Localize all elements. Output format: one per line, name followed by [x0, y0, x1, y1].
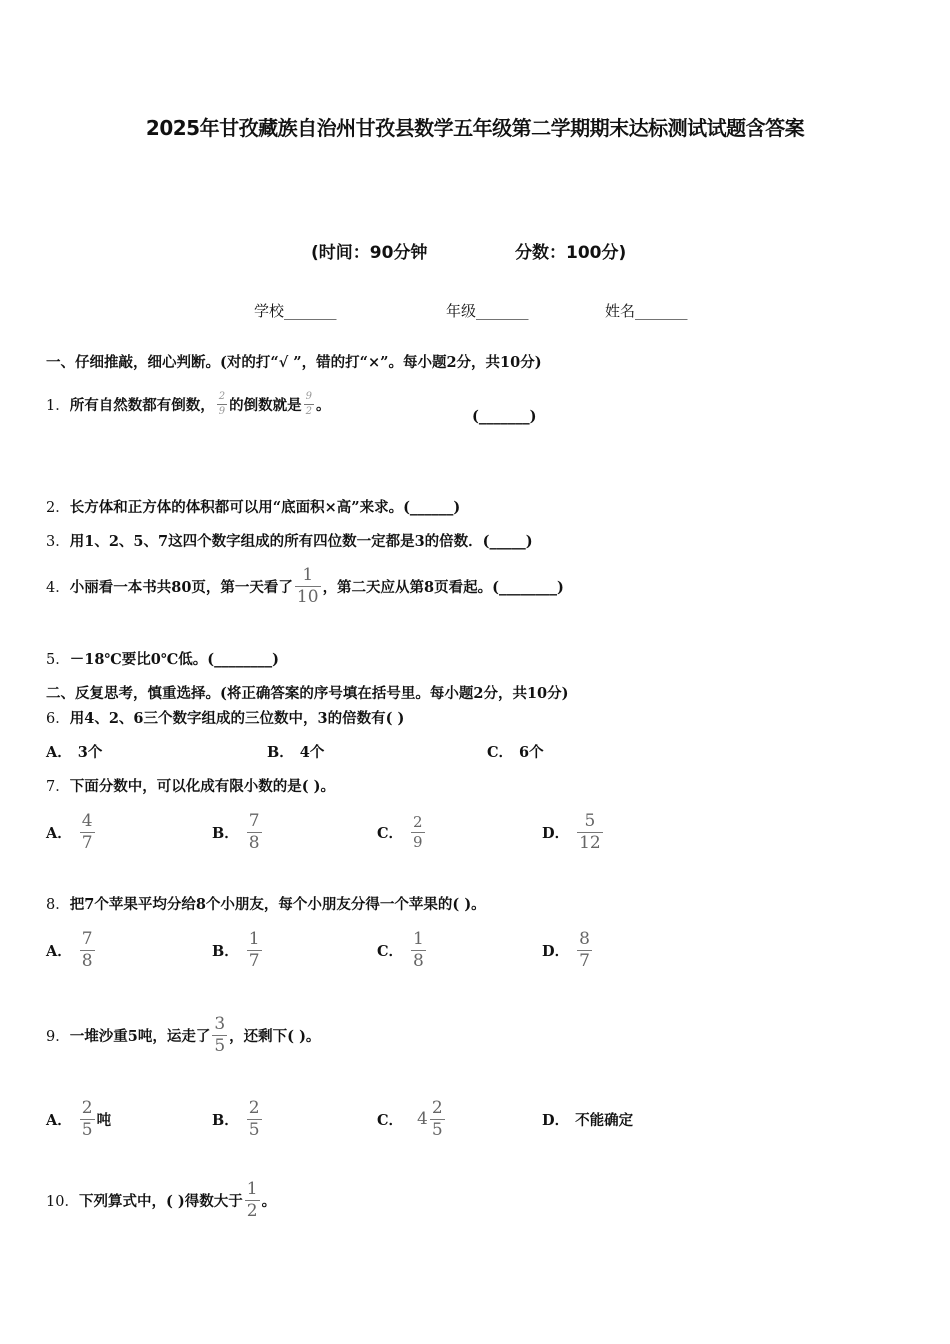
q6-option-b[interactable]: B． 4个: [267, 744, 325, 761]
q9-option-b[interactable]: B． $\frac{2}{5}$: [212, 1097, 260, 1140]
question-1: [46, 382, 330, 426]
q8-option-b[interactable]: B． $\frac{1}{7}$: [212, 928, 260, 971]
grade-field: 年级_______: [446, 302, 529, 320]
q9-option-c[interactable]: C． 4 $\frac{2}{5}$: [377, 1097, 443, 1140]
section2-heading: 二、反复思考，慎重选择。(将正确答案的序号填在括号里。每小题2分，共10分): [46, 685, 569, 702]
q6-option-c[interactable]: C． 6个: [487, 744, 544, 761]
score-info: 分数：100分): [515, 243, 627, 263]
q1-text-b: 的倒数就是: [229, 396, 302, 414]
question-3: 3．用1、2、5、7这四个数字组成的所有四位数一定都是3的倍数．(_____): [46, 533, 533, 550]
question-5: 5．－18℃要比0℃低。(________): [46, 651, 279, 668]
q7-option-d[interactable]: D． $\frac{5}{12}$: [542, 810, 601, 853]
q7-option-b[interactable]: B． $\frac{7}{8}$: [212, 810, 260, 853]
q1-text-c: 。: [315, 396, 331, 414]
question-7: 7．下面分数中，可以化成有限小数的是( )。: [46, 778, 336, 795]
question-4: 4． 小丽看一本书共80页，第一天看了 $\frac{1}{10}$ ，第二天应从第8页看起。(________): [46, 564, 564, 607]
q8-option-a[interactable]: A． $\frac{7}{8}$: [46, 928, 93, 971]
school-field: 学校_______: [254, 302, 337, 320]
q4-fraction: $\frac{1}{10}$: [296, 564, 319, 607]
q1-fraction-2: $\frac{9}{2}$: [305, 390, 312, 417]
question-2: 2．长方体和正方体的体积都可以用“底面积×高”来求。(______): [46, 499, 461, 516]
q7-option-c[interactable]: C． $\frac{2}{9}$: [377, 812, 423, 851]
q9-option-d[interactable]: D． 不能确定: [542, 1111, 634, 1129]
q1-answer-blank: (_______): [472, 408, 537, 425]
question-9: 9． 一堆沙重5吨，运走了 $\frac{3}{5}$ ，还剩下( )。: [46, 1013, 321, 1056]
question-8: 8．把7个苹果平均分给8个小朋友，每个小朋友分得一个苹果的( )。: [46, 896, 486, 913]
q1-number: 1．: [46, 397, 70, 414]
time-info: (时间：90分钟: [311, 243, 428, 263]
q7-option-a[interactable]: A． $\frac{4}{7}$: [46, 810, 93, 853]
q9-fraction: $\frac{3}{5}$: [214, 1013, 226, 1056]
question-6: 6．用4、2、6三个数字组成的三位数中，3的倍数有( ): [46, 710, 405, 727]
section1-heading: 一、仔细推敲，细心判断。(对的打“√ ”，错的打“×”。每小题2分，共10分): [46, 354, 542, 371]
q9-option-a[interactable]: A． $\frac{2}{5}$ 吨: [46, 1097, 112, 1140]
q8-option-d[interactable]: D． $\frac{8}{7}$: [542, 928, 590, 971]
q10-fraction: $\frac{1}{2}$: [246, 1178, 258, 1221]
q6-option-a[interactable]: A． 3个: [46, 744, 103, 761]
name-field: 姓名_______: [605, 302, 688, 320]
question-10: 10． 下列算式中，( )得数大于 $\frac{1}{2}$ 。: [46, 1178, 277, 1221]
page-title: 2025年甘孜藏族自治州甘孜县数学五年级第二学期期末达标测试试题含答案: [145, 116, 805, 140]
q1-fraction-1: $\frac{2}{9}$: [218, 390, 226, 417]
q1-text-a: 所有自然数都有倒数，: [69, 396, 215, 414]
q8-option-c[interactable]: C． $\frac{1}{8}$: [377, 928, 424, 971]
